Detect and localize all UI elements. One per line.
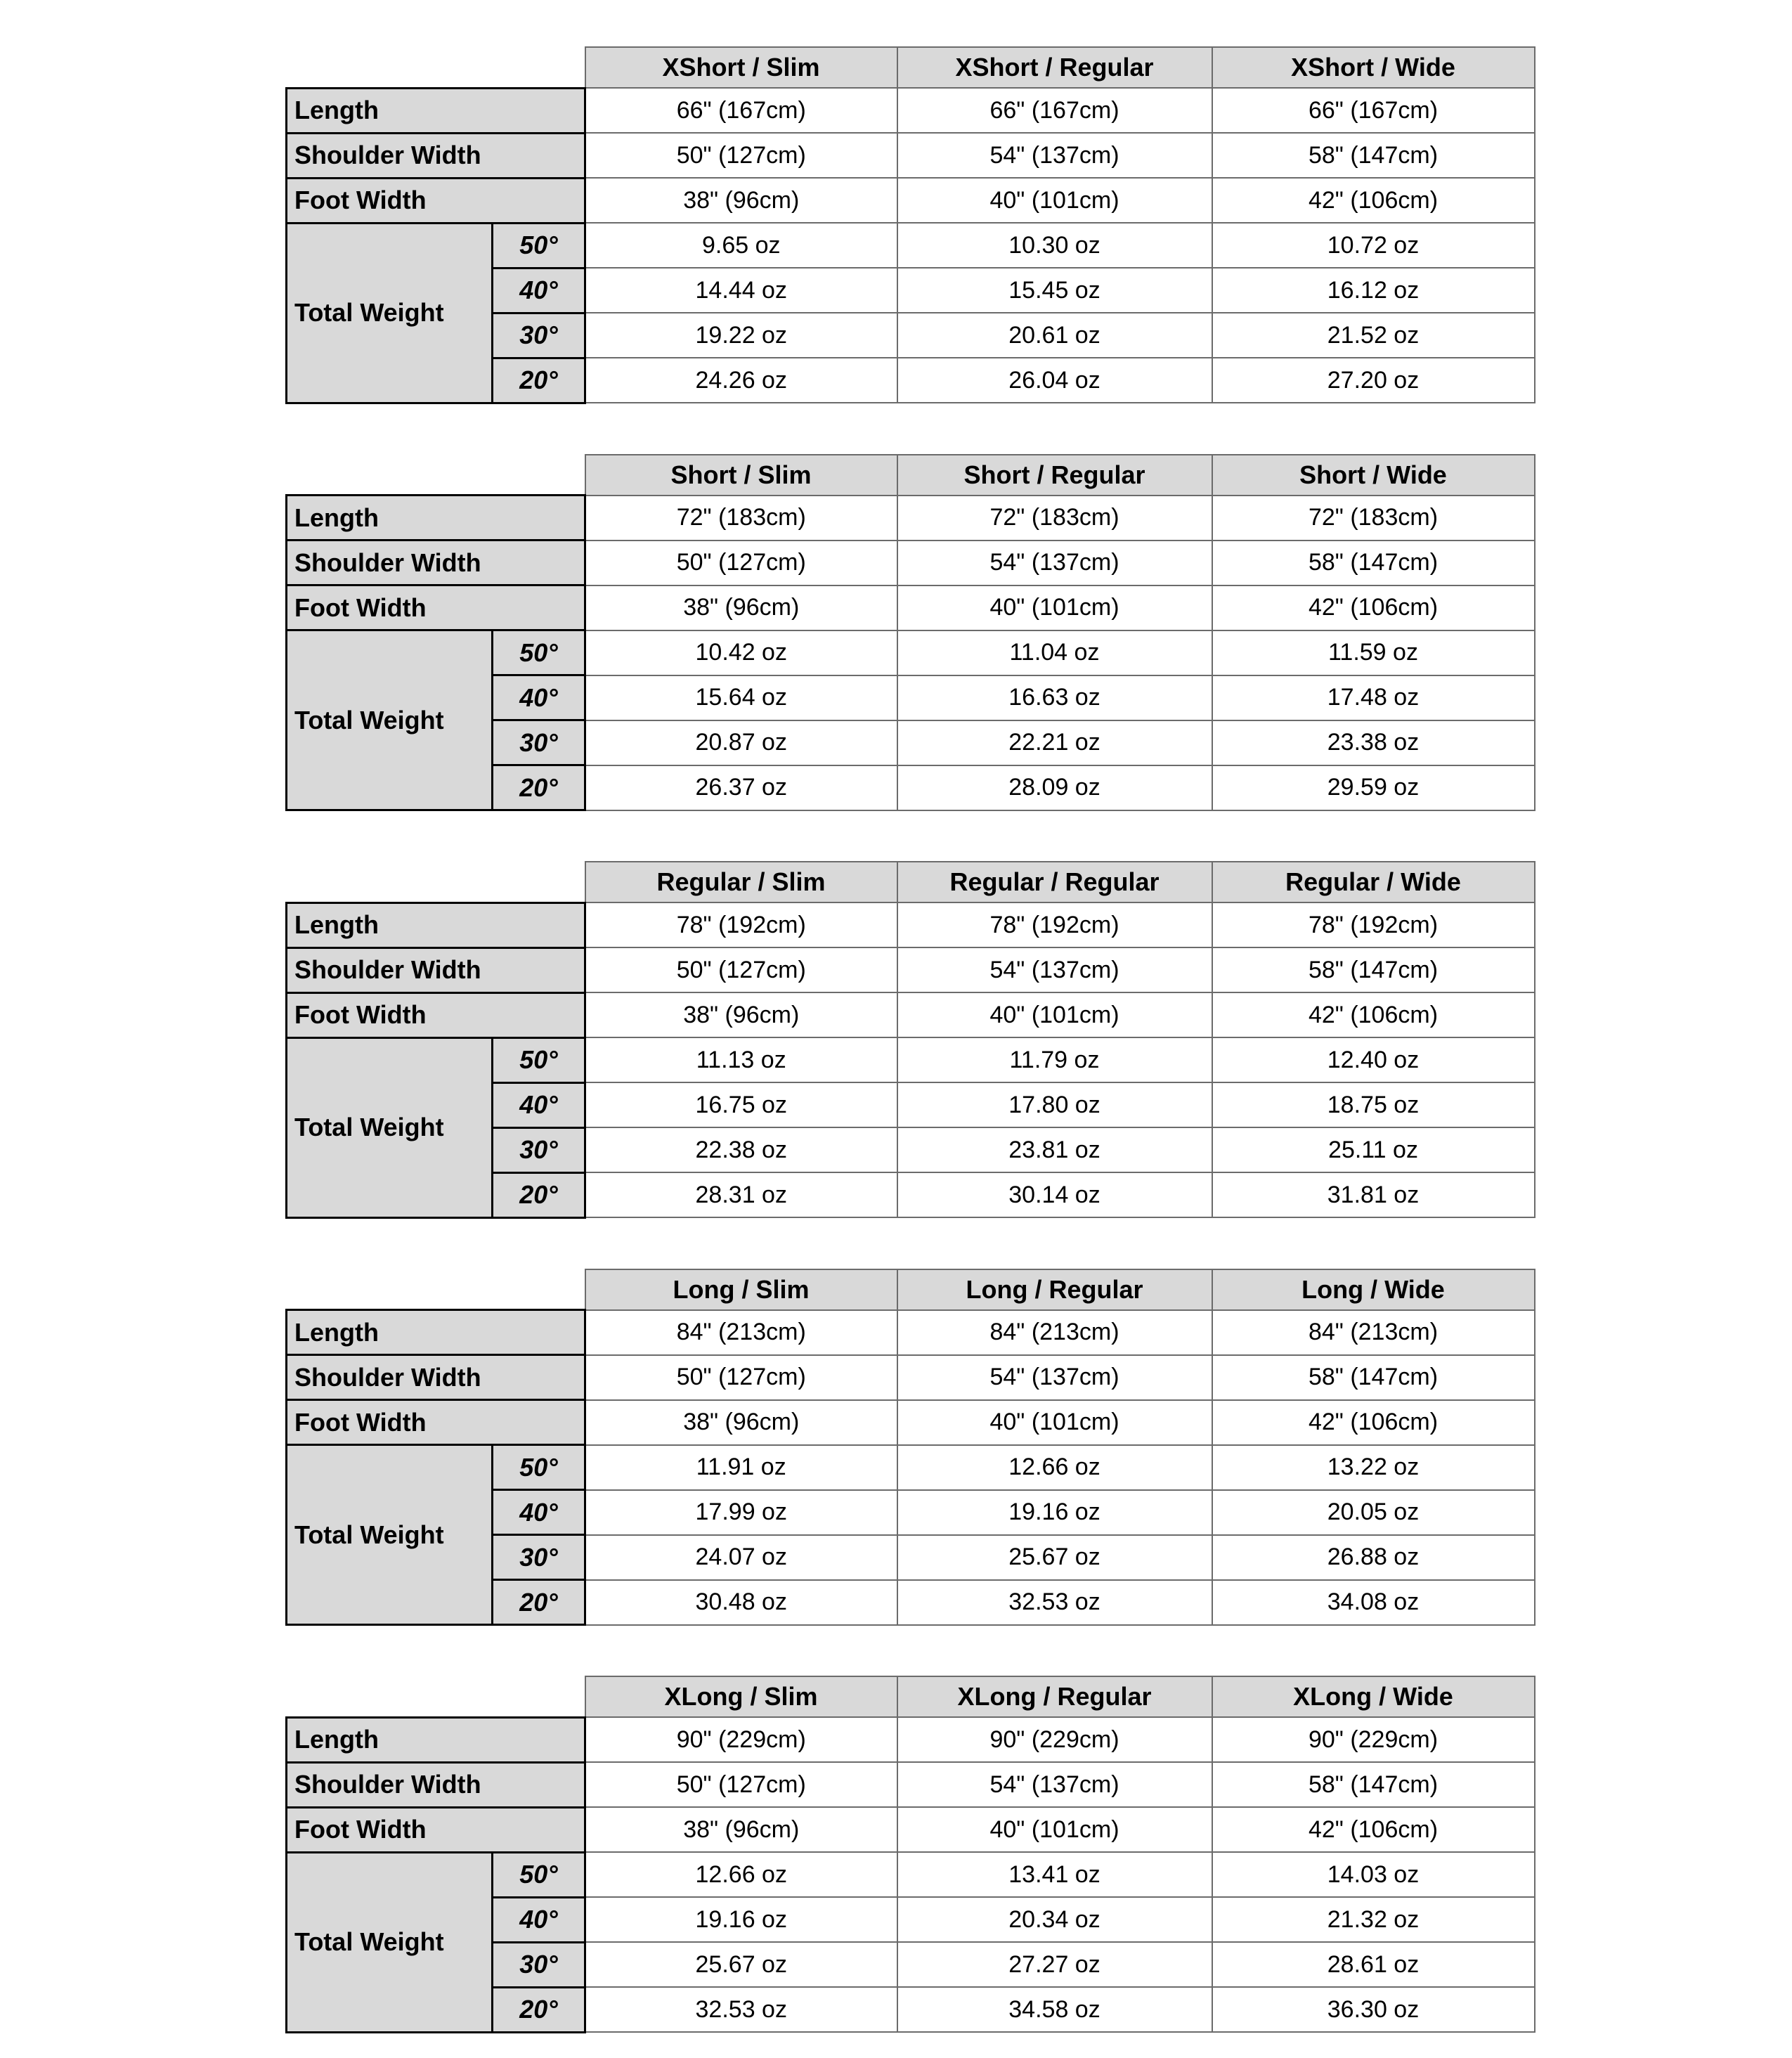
weight-value: 13.22 oz: [1212, 1445, 1535, 1490]
header-spacer: [287, 47, 585, 88]
temperature-rating-label: 30°: [493, 313, 585, 358]
weight-value: 11.91 oz: [585, 1445, 897, 1490]
foot-width-value: 38" (96cm): [585, 1400, 897, 1445]
column-header: XLong / Wide: [1212, 1676, 1535, 1717]
weight-value: 29.59 oz: [1212, 765, 1535, 810]
shoulder-width-value: 58" (147cm): [1212, 947, 1535, 992]
weight-value: 19.16 oz: [897, 1490, 1212, 1535]
row-label-shoulder-width: Shoulder Width: [287, 1355, 585, 1400]
row-label-foot-width: Foot Width: [287, 992, 585, 1037]
column-header: Regular / Slim: [585, 862, 897, 902]
column-header: XShort / Regular: [897, 47, 1212, 88]
shoulder-width-value: 54" (137cm): [897, 541, 1212, 585]
row-label-length: Length: [287, 496, 585, 541]
temperature-rating-label: 40°: [493, 675, 585, 720]
weight-value: 14.03 oz: [1212, 1852, 1535, 1897]
column-header: Regular / Wide: [1212, 862, 1535, 902]
size-table-long: [285, 1269, 1535, 1626]
column-header: Short / Slim: [585, 455, 897, 496]
length-value: 90" (229cm): [897, 1717, 1212, 1762]
length-value: 78" (192cm): [585, 902, 897, 947]
header-spacer: [287, 1676, 585, 1717]
row-label-length: Length: [287, 902, 585, 947]
weight-value: 20.05 oz: [1212, 1490, 1535, 1535]
temperature-rating-label: 50°: [493, 630, 585, 675]
weight-value: 16.75 oz: [585, 1082, 897, 1127]
temperature-rating-label: 30°: [493, 1127, 585, 1172]
row-label-foot-width: Foot Width: [287, 585, 585, 630]
weight-value: 12.40 oz: [1212, 1037, 1535, 1082]
temperature-rating-label: 30°: [493, 720, 585, 765]
shoulder-width-value: 58" (147cm): [1212, 1762, 1535, 1807]
row-label-length: Length: [287, 88, 585, 133]
shoulder-width-value: 58" (147cm): [1212, 1355, 1535, 1400]
weight-value: 24.26 oz: [585, 358, 897, 403]
shoulder-width-value: 50" (127cm): [585, 1355, 897, 1400]
weight-value: 15.45 oz: [897, 268, 1212, 313]
weight-value: 26.88 oz: [1212, 1535, 1535, 1580]
temperature-rating-label: 50°: [493, 1852, 585, 1897]
foot-width-value: 40" (101cm): [897, 992, 1212, 1037]
weight-value: 18.75 oz: [1212, 1082, 1535, 1127]
weight-value: 30.14 oz: [897, 1172, 1212, 1217]
row-label-total-weight: Total Weight: [287, 630, 493, 810]
size-table-regular: [285, 861, 1535, 1219]
foot-width-value: 42" (106cm): [1212, 1400, 1535, 1445]
length-value: 84" (213cm): [897, 1310, 1212, 1355]
foot-width-value: 40" (101cm): [897, 1400, 1212, 1445]
weight-value: 23.81 oz: [897, 1127, 1212, 1172]
row-label-total-weight: Total Weight: [287, 1852, 493, 2032]
weight-value: 31.81 oz: [1212, 1172, 1535, 1217]
header-spacer: [287, 455, 585, 496]
weight-value: 32.53 oz: [585, 1987, 897, 2032]
length-value: 72" (183cm): [1212, 496, 1535, 541]
column-header: Short / Regular: [897, 455, 1212, 496]
shoulder-width-value: 50" (127cm): [585, 1762, 897, 1807]
row-label-shoulder-width: Shoulder Width: [287, 541, 585, 585]
temperature-rating-label: 50°: [493, 1037, 585, 1082]
size-table-xshort: [285, 46, 1535, 404]
shoulder-width-value: 54" (137cm): [897, 947, 1212, 992]
temperature-rating-label: 20°: [493, 765, 585, 810]
size-table-xlong: [285, 1676, 1535, 2033]
temperature-rating-label: 50°: [493, 223, 585, 268]
weight-value: 25.67 oz: [897, 1535, 1212, 1580]
row-label-shoulder-width: Shoulder Width: [287, 133, 585, 178]
column-header: Long / Wide: [1212, 1269, 1535, 1310]
weight-value: 20.61 oz: [897, 313, 1212, 358]
row-label-total-weight: Total Weight: [287, 1037, 493, 1217]
foot-width-value: 42" (106cm): [1212, 585, 1535, 630]
weight-value: 34.58 oz: [897, 1987, 1212, 2032]
length-value: 72" (183cm): [585, 496, 897, 541]
shoulder-width-value: 50" (127cm): [585, 947, 897, 992]
row-label-foot-width: Foot Width: [287, 1807, 585, 1852]
row-label-length: Length: [287, 1310, 585, 1355]
weight-value: 36.30 oz: [1212, 1987, 1535, 2032]
weight-value: 25.11 oz: [1212, 1127, 1535, 1172]
weight-value: 34.08 oz: [1212, 1580, 1535, 1625]
foot-width-value: 38" (96cm): [585, 178, 897, 223]
temperature-rating-label: 40°: [493, 1897, 585, 1942]
row-label-foot-width: Foot Width: [287, 178, 585, 223]
foot-width-value: 40" (101cm): [897, 178, 1212, 223]
weight-value: 12.66 oz: [585, 1852, 897, 1897]
weight-value: 11.79 oz: [897, 1037, 1212, 1082]
weight-value: 27.27 oz: [897, 1942, 1212, 1987]
shoulder-width-value: 50" (127cm): [585, 133, 897, 178]
weight-value: 27.20 oz: [1212, 358, 1535, 403]
row-label-length: Length: [287, 1717, 585, 1762]
temperature-rating-label: 20°: [493, 358, 585, 403]
weight-value: 11.59 oz: [1212, 630, 1535, 675]
weight-value: 13.41 oz: [897, 1852, 1212, 1897]
column-header: XShort / Slim: [585, 47, 897, 88]
weight-value: 28.09 oz: [897, 765, 1212, 810]
foot-width-value: 40" (101cm): [897, 585, 1212, 630]
weight-value: 15.64 oz: [585, 675, 897, 720]
row-label-total-weight: Total Weight: [287, 223, 493, 403]
column-header: XShort / Wide: [1212, 47, 1535, 88]
column-header: Long / Regular: [897, 1269, 1212, 1310]
foot-width-value: 42" (106cm): [1212, 1807, 1535, 1852]
length-value: 72" (183cm): [897, 496, 1212, 541]
temperature-rating-label: 40°: [493, 1490, 585, 1535]
weight-value: 10.72 oz: [1212, 223, 1535, 268]
weight-value: 16.12 oz: [1212, 268, 1535, 313]
shoulder-width-value: 58" (147cm): [1212, 541, 1535, 585]
weight-value: 30.48 oz: [585, 1580, 897, 1625]
weight-value: 19.22 oz: [585, 313, 897, 358]
temperature-rating-label: 20°: [493, 1987, 585, 2032]
weight-value: 20.34 oz: [897, 1897, 1212, 1942]
foot-width-value: 38" (96cm): [585, 585, 897, 630]
weight-value: 16.63 oz: [897, 675, 1212, 720]
weight-value: 10.30 oz: [897, 223, 1212, 268]
header-spacer: [287, 1269, 585, 1310]
temperature-rating-label: 30°: [493, 1942, 585, 1987]
weight-value: 26.04 oz: [897, 358, 1212, 403]
temperature-rating-label: 40°: [493, 1082, 585, 1127]
size-table-short: [285, 454, 1535, 812]
shoulder-width-value: 54" (137cm): [897, 1762, 1212, 1807]
column-header: Long / Slim: [585, 1269, 897, 1310]
weight-value: 20.87 oz: [585, 720, 897, 765]
weight-value: 32.53 oz: [897, 1580, 1212, 1625]
shoulder-width-value: 54" (137cm): [897, 1355, 1212, 1400]
weight-value: 22.21 oz: [897, 720, 1212, 765]
weight-value: 9.65 oz: [585, 223, 897, 268]
weight-value: 25.67 oz: [585, 1942, 897, 1987]
column-header: XLong / Regular: [897, 1676, 1212, 1717]
weight-value: 11.04 oz: [897, 630, 1212, 675]
column-header: Regular / Regular: [897, 862, 1212, 902]
foot-width-value: 38" (96cm): [585, 1807, 897, 1852]
temperature-rating-label: 50°: [493, 1445, 585, 1490]
weight-value: 14.44 oz: [585, 268, 897, 313]
temperature-rating-label: 30°: [493, 1535, 585, 1580]
column-header: XLong / Slim: [585, 1676, 897, 1717]
temperature-rating-label: 40°: [493, 268, 585, 313]
length-value: 66" (167cm): [585, 88, 897, 133]
header-spacer: [287, 862, 585, 902]
length-value: 66" (167cm): [1212, 88, 1535, 133]
length-value: 90" (229cm): [585, 1717, 897, 1762]
shoulder-width-value: 58" (147cm): [1212, 133, 1535, 178]
length-value: 84" (213cm): [1212, 1310, 1535, 1355]
weight-value: 11.13 oz: [585, 1037, 897, 1082]
temperature-rating-label: 20°: [493, 1580, 585, 1625]
row-label-shoulder-width: Shoulder Width: [287, 1762, 585, 1807]
shoulder-width-value: 50" (127cm): [585, 541, 897, 585]
weight-value: 12.66 oz: [897, 1445, 1212, 1490]
foot-width-value: 38" (96cm): [585, 992, 897, 1037]
weight-value: 26.37 oz: [585, 765, 897, 810]
weight-value: 21.52 oz: [1212, 313, 1535, 358]
weight-value: 22.38 oz: [585, 1127, 897, 1172]
row-label-total-weight: Total Weight: [287, 1445, 493, 1625]
weight-value: 28.31 oz: [585, 1172, 897, 1217]
weight-value: 17.99 oz: [585, 1490, 897, 1535]
weight-value: 21.32 oz: [1212, 1897, 1535, 1942]
weight-value: 23.38 oz: [1212, 720, 1535, 765]
weight-value: 19.16 oz: [585, 1897, 897, 1942]
weight-value: 28.61 oz: [1212, 1942, 1535, 1987]
foot-width-value: 42" (106cm): [1212, 178, 1535, 223]
length-value: 78" (192cm): [897, 902, 1212, 947]
column-header: Short / Wide: [1212, 455, 1535, 496]
temperature-rating-label: 20°: [493, 1172, 585, 1217]
foot-width-value: 42" (106cm): [1212, 992, 1535, 1037]
row-label-shoulder-width: Shoulder Width: [287, 947, 585, 992]
row-label-foot-width: Foot Width: [287, 1400, 585, 1445]
weight-value: 24.07 oz: [585, 1535, 897, 1580]
length-value: 66" (167cm): [897, 88, 1212, 133]
shoulder-width-value: 54" (137cm): [897, 133, 1212, 178]
weight-value: 17.48 oz: [1212, 675, 1535, 720]
weight-value: 10.42 oz: [585, 630, 897, 675]
length-value: 78" (192cm): [1212, 902, 1535, 947]
foot-width-value: 40" (101cm): [897, 1807, 1212, 1852]
length-value: 90" (229cm): [1212, 1717, 1535, 1762]
length-value: 84" (213cm): [585, 1310, 897, 1355]
weight-value: 17.80 oz: [897, 1082, 1212, 1127]
